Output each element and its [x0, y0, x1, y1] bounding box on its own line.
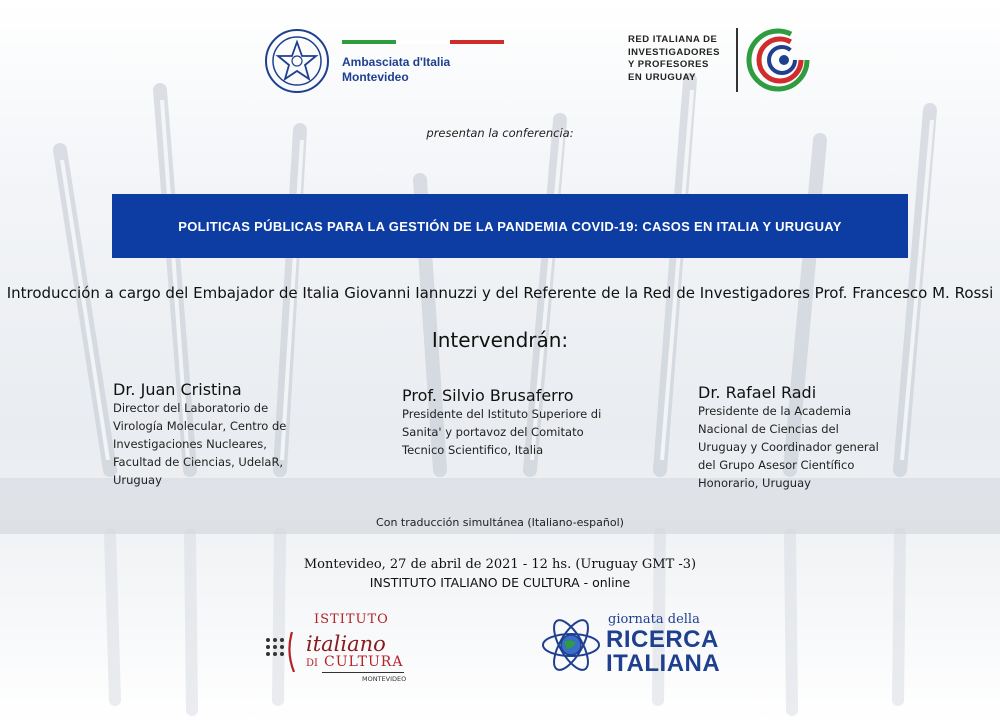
introduction-line: Introducción a cargo del Embajador de Italia Giovanni Iannuzzi y del Referente de la Red de Investigadores Prof. Francesco M. Rossi: [6, 284, 994, 302]
network-name: [628, 34, 720, 84]
speaker-desc-line: Virología Molecular, Centro de: [113, 419, 287, 433]
speaker-name: Prof. Silvio Brusaferro: [402, 386, 574, 405]
speaker-description: [698, 402, 928, 492]
translation-note: Con traducción simultánea (Italiano-español): [376, 516, 624, 529]
speakers-heading: Intervendrán:: [431, 328, 569, 352]
speaker-desc-line: del Grupo Asesor Científico: [698, 458, 855, 472]
speaker-desc-line: Director del Laboratorio de: [113, 401, 269, 415]
italy-flag-bar: [342, 40, 504, 44]
network-line-2: INVESTIGADORES: [628, 46, 720, 58]
network-line-4: EN URUGUAY: [628, 71, 696, 83]
network-line-1: RED ITALIANA DE: [628, 34, 718, 45]
speaker-name: Dr. Rafael Radi: [698, 383, 817, 402]
speaker-description: [113, 399, 343, 489]
gdr-small-text: giornata della: [608, 612, 700, 627]
iic-logo: [262, 612, 422, 692]
presenting-line: presentan la conferencia:: [426, 126, 574, 140]
speaker-desc-line: Honorario, Uruguay: [698, 476, 811, 490]
title-banner: [112, 194, 908, 258]
speaker-desc-line: Uruguay y Coordinador general: [698, 440, 879, 454]
event-venue: INSTITUTO ITALIANO DE CULTURA - online: [369, 575, 631, 590]
iic-word-di: DI: [306, 658, 318, 669]
speaker-card-1: [113, 380, 343, 489]
network-rings-icon: [745, 24, 811, 96]
iic-city: MONTEVIDEO: [362, 675, 407, 683]
embassy-line-2: Montevideo: [342, 70, 409, 84]
iic-underline: [322, 672, 404, 673]
embassy-name: [342, 55, 450, 85]
gdr-word-italiana: ITALIANA: [606, 650, 721, 677]
iic-word-cultura: CULTURA: [324, 654, 404, 670]
network-line-3: Y PROFESORES: [628, 59, 709, 70]
speaker-desc-line: Facultad de Ciencias, UdelaR,: [113, 455, 284, 469]
iic-word-istituto: ISTITUTO: [314, 612, 389, 627]
network-divider: [736, 28, 738, 92]
speaker-desc-line: Presidente del Istituto Superiore di: [402, 407, 602, 421]
speaker-card-3: [698, 383, 928, 492]
atom-globe-icon: [540, 614, 602, 676]
speaker-desc-line: Nacional de Ciencias del: [698, 422, 839, 436]
speaker-desc-line: Uruguay: [113, 473, 162, 487]
embassy-line-1: Ambasciata d'Italia: [342, 55, 451, 69]
speaker-desc-line: Tecnico Scientifico, Italia: [402, 443, 544, 457]
event-date: Montevideo, 27 de abril de 2021 - 12 hs. (Uruguay GMT -3): [303, 557, 697, 572]
gdr-word-ricerca: RICERCA: [606, 626, 719, 653]
italian-emblem-icon: [262, 26, 332, 96]
speaker-card-2: [402, 386, 642, 459]
conference-title: POLITICAS PÚBLICAS PARA LA GESTIÓN DE LA PANDEMIA COVID-19: CASOS EN ITALIA Y URUGUAY: [178, 218, 842, 234]
iic-word-italiano: italiano: [306, 632, 386, 656]
speaker-name: Dr. Juan Cristina: [113, 380, 242, 399]
speaker-desc-line: Sanita' y portavoz del Comitato: [402, 425, 584, 439]
speaker-desc-line: Presidente de la Academia: [698, 404, 852, 418]
speaker-desc-line: Investigaciones Nucleares,: [113, 437, 267, 451]
speaker-description: [402, 405, 642, 459]
dot-grid-icon: [262, 632, 302, 672]
